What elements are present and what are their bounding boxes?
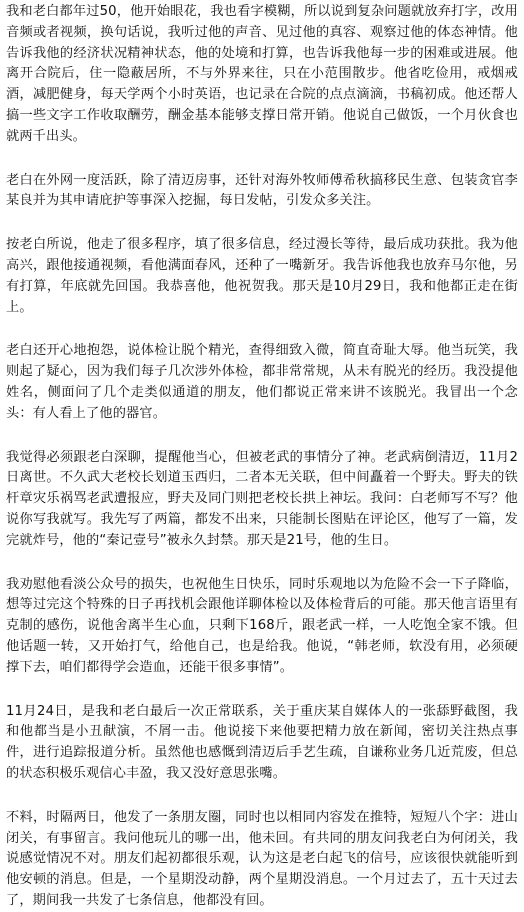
- paragraph-3: 按老白所说，他走了很多程序，填了很多信息，经过漫长等待，最后成功获批。我为他高兴，跟他接通视频，看他满面春风，还种了一嘴新牙。我告诉他我也放弃马尔他，另有打算，年底就先回国。我恭喜他，他祝贺我。那天是10月29日，我和他都正走在街上。: [6, 237, 518, 315]
- paragraph-2: 老白在外网一度活跃，除了清迈房事，还针对海外牧师傅希秋搞移民生意、包装贪官李某良并为其申请庇护等事深入挖掘，每日发帖，引发众多关注。: [6, 172, 518, 209]
- paragraph-6: 我劝慰他看淡公众号的损失，也祝他生日快乐，同时乐观地以为危险不会一下子降临，想等过完这个特殊的日子再找机会跟他详聊体检以及体检背后的可能。那天他言语里有克制的感伤，说他舍离半生心血，只剩下168斤，跟老武一样，一人吃饱全家不饿。但他话题一转，又开始打气，给他自己，也是给我。他说，“韩老师，软没有用，必须硬撑下去，咱们都得学会造血，还能干很多事情”。: [6, 576, 518, 675]
- paragraph-4: 老白还开心地抱怨，说体检让脱个精光，查得细致入微，简直奇耻大辱。他当玩笑，我则起了疑心，因为我们每子几次涉外体检，都非常常规，从未有脱光的经历。我没提他姓名，侧面问了几个走类似通道的朋友，他们都说正常来讲不该脱光。我冒出一个念头：有人看上了他的器官。: [6, 343, 518, 421]
- paragraph-7: 11月24日，是我和老白最后一次正常联系，关于重庆某自媒体人的一张舔野截图，我和他都当是小丑献演，不屑一击。他说接下来他要把精力放在新闻，密切关注热点事件，进行追踪报道分析。虽然他也感慨到清迈后手艺生疏，自谦称业务几近荒废，但总的状态积极乐观信心丰盈，我又没好意思张嘴。: [6, 703, 518, 781]
- paragraph-8: 不料，时隔两日，他发了一条朋友圈，同时也以相同内容发在推特，短短八个字：进山闭关，有事留言。我问他玩儿的哪一出，他未回。有共同的朋友问我老白为何闭关，我说感觉情况不对。朋友们起初都很乐观，认为这是老白起飞的信号，应该很快就能听到他安顿的消息。但是，一个星期没动静，两个星期没消息。一个月过去了，五十天过去了，期间我一共发了七条信息，他都没有回。: [6, 809, 518, 908]
- paragraph-5: 我觉得必须跟老白深聊，提醒他当心，但被老武的事情分了神。老武病倒清迈，11月2日离世。不久武大老校长划道玉西归，二者本无关联，但中间矗着一个野夫。野夫的铁杆章灾乐祸骂老武遭报应，野夫及同门则把老校长拱上神坛。我问：白老师写不写？他说你写我就写。我先写了两篇，都发不出来，只能制长图贴在评论区，他写了一篇，发完就炸号，他的“秦记壹号”被永久封禁。那天是21号，他的生日。: [6, 449, 518, 548]
- paragraph-1: 我和老白都年过50，他开始眼花，我也看字模糊，所以说到复杂问题就放弃打字，改用音频或者视频，换句话说，我听过他的声音、见过他的真容、观察过他的体态神情。他告诉我他的经济状况精神状态，他的处境和打算，也告诉我他每一步的困难或进展。他离开合院后，住一隐蔽居所，不与外界来往，只在小范围散步。他省吃俭用，戒烟戒酒，减肥健身，每天学两个小时英语，也记录在合院的点点滴滴，书稿初成。他还帮人搞一些文字工作收取酬劳，酬金基本能够支撑日常开销。他说自己做饭，一个月伙食也就两千出头。: [6, 4, 518, 144]
